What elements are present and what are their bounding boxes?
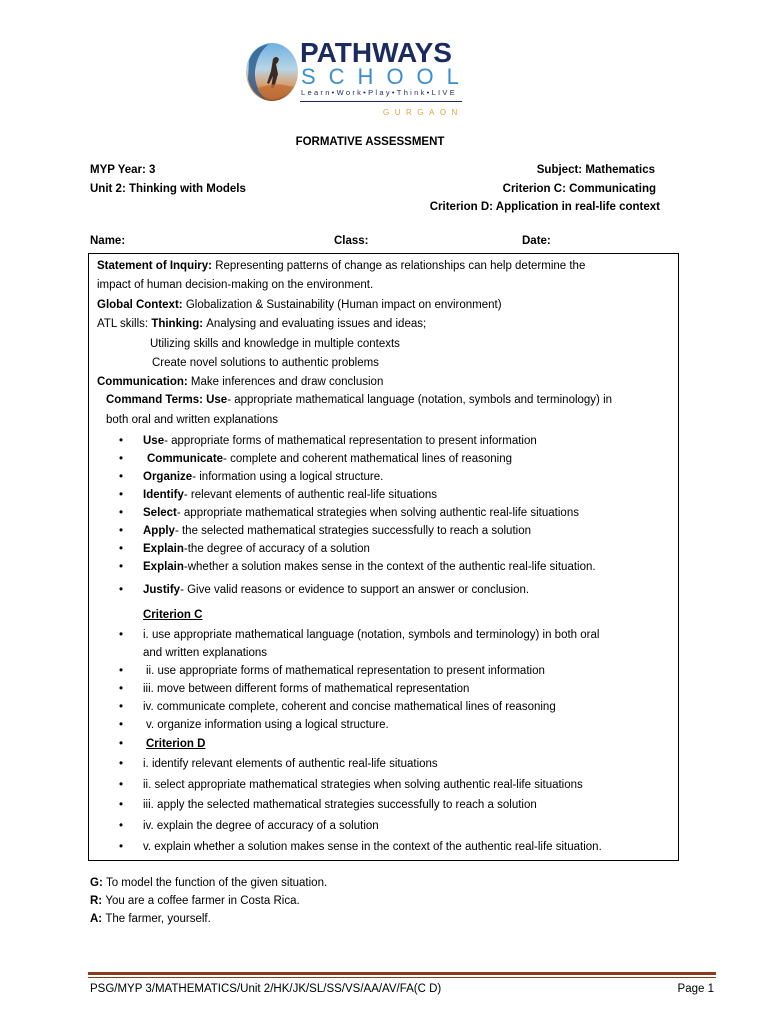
- command-term: Use: [206, 394, 228, 406]
- criterion-d-item-text: iv. explain the degree of accuracy of a solution: [143, 820, 379, 832]
- criterion-c-item-text: ii. use appropriate forms of mathematical representation to present information: [146, 665, 545, 677]
- criterion-d-item-text: iii. apply the selected mathematical strategies successfully to reach a solution: [143, 799, 537, 811]
- atl-skill-item: Analysing and evaluating issues and ideas;: [206, 318, 427, 330]
- statement-of-inquiry-continued: impact of human decision-making on the environment.: [97, 279, 374, 291]
- command-term: Use: [143, 435, 165, 447]
- statement-of-inquiry-label: Statement of Inquiry:: [97, 260, 213, 272]
- bullet-icon: [119, 777, 123, 793]
- criterion-c-title: Criterion C: Communicating: [502, 183, 656, 195]
- statement-of-inquiry-text: Representing patterns of change as relationships can help determine the: [215, 260, 586, 272]
- bullet-icon: [119, 451, 123, 467]
- bullet-icon: [119, 541, 123, 557]
- criterion-d-heading: Criterion D: [146, 738, 206, 750]
- bullet-icon: [119, 582, 123, 598]
- bullet-icon: [119, 559, 123, 575]
- class-field-label: Class:: [334, 235, 369, 247]
- bullet-icon: [119, 487, 123, 503]
- grasps-role: [90, 893, 300, 909]
- command-term-description: - appropriate mathematical strategies when solving authentic real-life situations: [176, 507, 579, 519]
- bullet-icon: [119, 839, 123, 855]
- command-term-description: - the selected mathematical strategies successfully to reach a solution: [174, 525, 531, 537]
- communication-label: Communication:: [97, 376, 188, 388]
- name-field-label: Name:: [90, 235, 126, 247]
- criterion-c-item: [143, 627, 599, 643]
- atl-skill-item: Utilizing skills and knowledge in multiple contexts: [150, 338, 400, 350]
- criterion-c-item-text: i. use appropriate mathematical language (notation, symbols and terminology) in both oral: [143, 629, 600, 641]
- criterion-d-item: [143, 839, 602, 855]
- page-title: FORMATIVE ASSESSMENT: [295, 136, 445, 148]
- page-number: Page 1: [677, 983, 714, 995]
- command-term-item: [143, 541, 370, 557]
- command-term-item: [143, 469, 383, 485]
- footer-reference: PSG/MYP 3/MATHEMATICS/Unit 2/HK/JK/SL/SS/VS/AA/AV/FA(C D): [90, 983, 442, 995]
- bullet-icon: [119, 523, 123, 539]
- grasps-goal: [90, 875, 327, 891]
- command-term: Identify: [143, 489, 184, 501]
- bullet-icon: [119, 736, 123, 752]
- command-term-description: - complete and coherent mathematical lines of reasoning: [223, 453, 512, 465]
- bullet-icon: [119, 717, 123, 733]
- command-terms: [106, 392, 612, 408]
- grasps-text: The farmer, yourself.: [105, 913, 211, 925]
- criterion-c-item-text: v. organize information using a logical structure.: [146, 719, 389, 731]
- bullet-icon: [119, 627, 123, 643]
- command-term: Justify: [143, 584, 181, 596]
- date-field-label: Date:: [522, 235, 551, 247]
- criterion-c-item: [143, 699, 556, 715]
- command-term: Explain: [143, 543, 184, 555]
- global-context-text: Globalization & Sustainability (Human impact on environment): [185, 299, 502, 311]
- command-term: Organize: [143, 471, 193, 483]
- command-term-description: -whether a solution makes sense in the context of the authentic real-life situation.: [183, 561, 596, 573]
- atl-skills-label: ATL skills:: [97, 318, 149, 330]
- command-term-item: [143, 559, 596, 575]
- footer-rule: [88, 972, 716, 975]
- global-context-label: Global Context:: [97, 299, 183, 311]
- bullet-icon: [119, 756, 123, 772]
- atl-thinking-label: Thinking:: [151, 318, 204, 330]
- command-term: Explain: [143, 561, 184, 573]
- command-term-item: [143, 505, 579, 521]
- myp-year: MYP Year: 3: [90, 164, 156, 176]
- global-context: [97, 297, 502, 313]
- criterion-c-item-text: iii. move between different forms of mathematical representation: [143, 683, 470, 695]
- command-term-item: [143, 582, 529, 598]
- command-term-description: - appropriate forms of mathematical representation to present information: [164, 435, 537, 447]
- criterion-d-item: [143, 756, 438, 772]
- logo-subtitle: SCHOOL: [301, 64, 472, 89]
- logo-tagline: Learn•Work•Play•Think•LIVE: [301, 88, 458, 97]
- command-term-item: [143, 433, 537, 449]
- bullet-icon: [119, 797, 123, 813]
- criterion-d-item: [143, 777, 583, 793]
- school-logo: [243, 37, 472, 124]
- command-term-item: [147, 451, 512, 467]
- command-terms-label: Command Terms:: [106, 394, 203, 406]
- unit-title: Unit 2: Thinking with Models: [90, 183, 246, 195]
- bullet-icon: [119, 681, 123, 697]
- command-term-item: [143, 487, 437, 503]
- communication: [97, 374, 383, 390]
- criterion-c-item-text: iv. communicate complete, coherent and concise mathematical lines of reasoning: [143, 701, 556, 713]
- grasps-key: R:: [90, 895, 103, 907]
- bullet-icon: [119, 469, 123, 485]
- bullet-icon: [119, 505, 123, 521]
- grasps-audience: [90, 911, 211, 927]
- subject: Subject: Mathematics: [536, 164, 655, 176]
- criterion-c-heading: Criterion C: [143, 609, 203, 621]
- criterion-d-item-text: ii. select appropriate mathematical strategies when solving authentic real-life situations: [143, 779, 583, 791]
- statement-of-inquiry: [97, 258, 585, 274]
- command-term: Select: [143, 507, 177, 519]
- atl-skills: [97, 316, 426, 332]
- command-terms-text: - appropriate mathematical language (notation, symbols and terminology) in: [227, 394, 613, 406]
- command-term-description: - information using a logical structure.: [192, 471, 384, 483]
- criterion-c-item: [146, 717, 389, 733]
- criterion-d-item-text: i. identify relevant elements of authentic real-life situations: [143, 758, 438, 770]
- grasps-text: To model the function of the given situation.: [105, 877, 328, 889]
- bullet-icon: [119, 699, 123, 715]
- logo-location: GURGAON: [383, 108, 463, 117]
- criterion-d-title: Criterion D: Application in real-life context: [429, 201, 660, 213]
- footer-rule-thin: [88, 977, 716, 978]
- grasps-text: You are a coffee farmer in Costa Rica.: [105, 895, 300, 907]
- logo-divider: [300, 101, 462, 102]
- bullet-icon: [119, 663, 123, 679]
- criterion-c-item: [143, 681, 469, 697]
- grasps-key: A:: [90, 913, 103, 925]
- command-term-description: -the degree of accuracy of a solution: [183, 543, 370, 555]
- command-term-description: - Give valid reasons or evidence to support an answer or conclusion.: [180, 584, 530, 596]
- grasps-key: G:: [90, 877, 103, 889]
- command-term-item: [143, 523, 531, 539]
- command-term-description: - relevant elements of authentic real-life situations: [183, 489, 438, 501]
- criterion-c-item: [146, 663, 545, 679]
- atl-skill-item: Create novel solutions to authentic problems: [152, 357, 379, 369]
- command-term: Apply: [143, 525, 175, 537]
- bullet-icon: [119, 433, 123, 449]
- criterion-c-item-continued: and written explanations: [143, 647, 268, 659]
- command-term: Communicate: [147, 453, 224, 465]
- criterion-d-item-text: v. explain whether a solution makes sense in the context of the authentic real-life situation.: [143, 841, 602, 853]
- bullet-icon: [119, 818, 123, 834]
- criterion-d-item: [143, 818, 379, 834]
- logo-wordmark: PATHWAYS: [300, 37, 452, 68]
- criterion-d-heading-item: [146, 736, 205, 752]
- command-terms-continued: both oral and written explanations: [106, 414, 278, 426]
- globe-emblem-icon: [243, 41, 299, 103]
- communication-text: Make inferences and draw conclusion: [190, 376, 384, 388]
- criterion-d-item: [143, 797, 537, 813]
